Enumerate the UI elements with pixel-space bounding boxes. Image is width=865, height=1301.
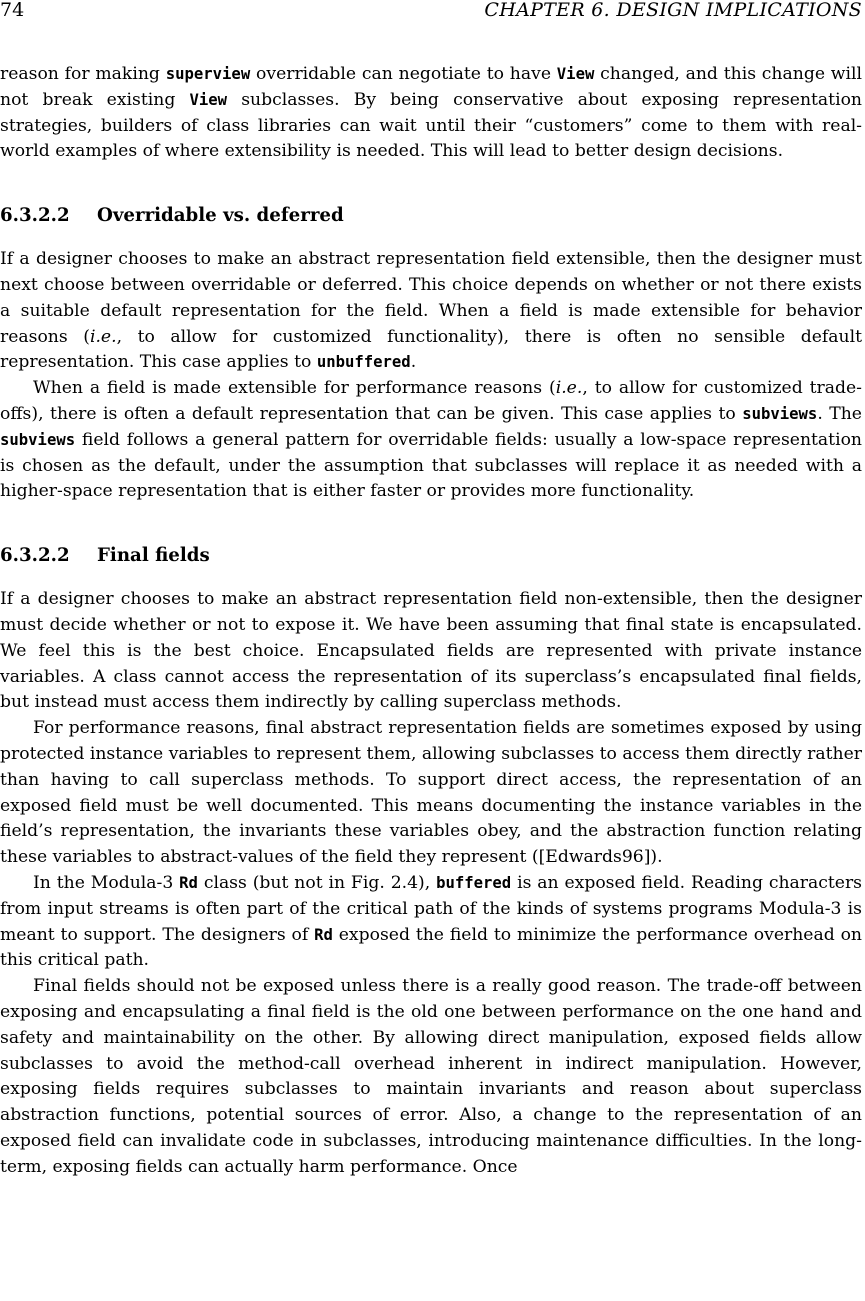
code-view: View	[189, 90, 228, 109]
paragraph: In the Modula-3 Rd class (but not in Fig. 2.4), buffered is an exposed field. Reading characters from input streams is often part of the critical path of the kinds of systems programs Modula-3 is meant to support. The designers of Rd exposed the field to minimize the performance overhead on this critical path.	[0, 872, 862, 971]
code-rd: Rd	[179, 873, 198, 892]
section-number: 6.3.2.2	[0, 205, 70, 227]
paragraph: If a designer chooses to make an abstract representation field non-extensible, then the designer must decide whether or not to expose it. We have been assuming that final state is encapsulated. We feel this is the best choice. Encapsulated fields are represented with private instance variables. A class cannot access the representation of its superclass’s encapsulated final fields, but instead must access them indirectly by calling superclass methods.	[0, 589, 862, 713]
paragraph: When a field is made extensible for performance reasons (i.e., to allow for customized trade-offs), there is often a default representation that can be given. This case applies to subviews. The subviews field follows a general pattern for overridable fields: usually a low-space representation is chosen as the default, under the assumption that subclasses will replace it as needed with a higher-space representation that is either faster or provides more functionality.	[0, 378, 862, 502]
section-number: 6.3.2.2	[0, 545, 70, 567]
section-title: Overridable vs. deferred	[97, 205, 344, 227]
code-subviews: subviews	[742, 404, 818, 423]
code-buffered: buffered	[436, 873, 512, 892]
chapter-title: CHAPTER 6. DESIGN IMPLICATIONS	[484, 0, 862, 21]
code-view: View	[556, 65, 595, 83]
code-unbuffered: unbuffered	[316, 353, 411, 372]
code-subviews: subviews	[0, 430, 76, 449]
section-heading-final-fields	[0, 543, 862, 569]
section-heading-overridable-vs-deferred	[0, 203, 862, 229]
section-title: Final fields	[97, 545, 210, 567]
code-superview: superview	[165, 65, 251, 83]
paragraph: Final fields should not be exposed unless there is a really good reason. The trade-off between exposing and encapsulating a final field is the old one between performance on the one hand and safety and maintainability on the other. By allowing direct manipulation, exposed fields allow subclasses to avoid the method-call overhead inherent in indirect manipulation. However, exposing fields requires subclasses to maintain invariants and reason about superclass abstraction functions, potential sources of error. Also, a change to the representation of an exposed field can invalidate code in subclasses, introducing maintenance difficulties. In the long-term, exposing fields can actually harm performance. Once	[0, 976, 862, 1177]
body-text	[0, 62, 862, 1180]
page-number: 74	[0, 0, 25, 21]
code-rd: Rd	[314, 925, 333, 944]
paragraph: For performance reasons, final abstract representation fields are sometimes exposed by using protected instance variables to represent them, allowing subclasses to access them directly rather than having to call superclass methods. To support direct access, the representation of an exposed field must be well documented. This means documenting the instance variables in the field’s representation, the invariants these variables obey, and the abstraction function relating these variables to abstract-values of the field they represent ([Edwards96]).	[0, 718, 862, 868]
running-header	[0, 0, 862, 22]
paragraph: If a designer chooses to make an abstract representation field extensible, then the designer must next choose between overridable or deferred. This choice depends on whether or not there exists a suitable default representation for the field. When a field is made extensible for behavior reasons (i.e., to allow for customized functionality), there is often no sensible default representation. This case applies to unbuffered.	[0, 249, 862, 373]
paragraph-continued: reason for making superview overridable can negotiate to have View changed, and this change will not break existing View subclasses. By being conservative about exposing representation strategies, builders of class libraries can wait until their “customers” come to them with real-world examples of where extensibility is needed. This will lead to better design decisions.	[0, 64, 862, 162]
